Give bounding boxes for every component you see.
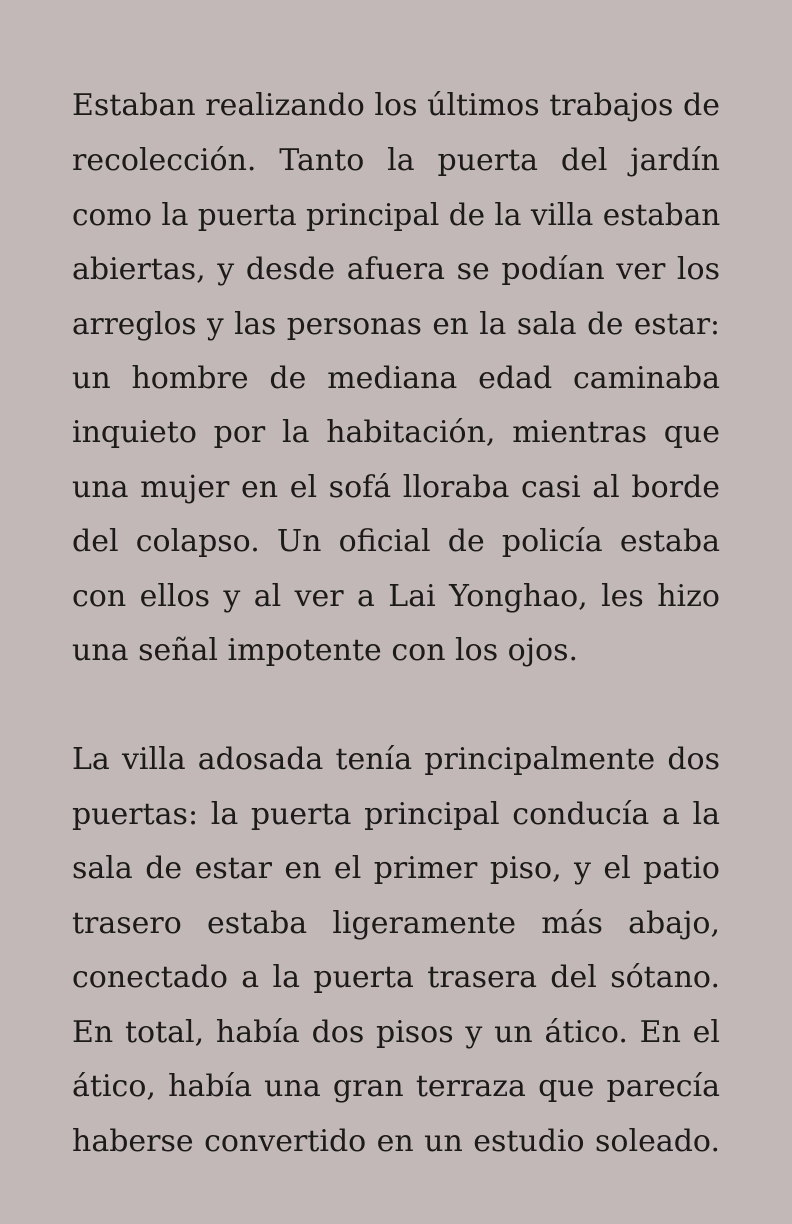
paragraph-1-line: del colapso. Un oficial de policía estaba [72,524,720,559]
paragraph-gap [72,679,720,734]
paragraph-2-line: conectado a la puerta trasera del sótano. [72,960,720,995]
paragraph-1-line: recolección. Tanto la puerta del jardín [72,142,720,178]
paragraph-1-line: Estaban realizando los últimos trabajos de [72,88,720,123]
paragraph-1 [72,79,720,679]
paragraph-1-line: como la puerta principal de la villa estaban [72,198,721,232]
paragraph-2-line: haberse convertido en un estudio soleado. [72,1123,720,1159]
paragraph-2-line: trasero estaba ligeramente más abajo, [72,905,720,941]
paragraph-1-line: con ellos y al ver a Lai Yonghao, les hizo [72,578,720,614]
paragraph-1-line: inquieto por la habitación, mientras que [72,415,720,450]
paragraph-2-line: La villa adosada tenía principalmente dos [72,742,720,777]
paragraph-1-line: una señal impotente con los ojos. [72,633,579,668]
paragraph-2-line: En total, había dos pisos y un ático. En el [72,1014,720,1050]
paragraph-1-line: abiertas, y desde afuera se podían ver los [72,251,720,287]
paragraph-2-line: ático, había una gran terraza que parecía [72,1069,720,1104]
paragraph-1-line: arreglos y las personas en la sala de estar: [72,307,720,341]
paragraph-2-line: puertas: la puerta principal conducía a la [72,796,720,832]
paragraph-2-line: sala de estar en el primer piso, y el patio [72,851,720,886]
paragraph-2 [72,733,720,1169]
reader-text [72,79,720,1169]
paragraph-1-line: una mujer en el sofá lloraba casi al borde [72,469,720,505]
paragraph-1-line: un hombre de mediana edad caminaba [72,360,720,396]
